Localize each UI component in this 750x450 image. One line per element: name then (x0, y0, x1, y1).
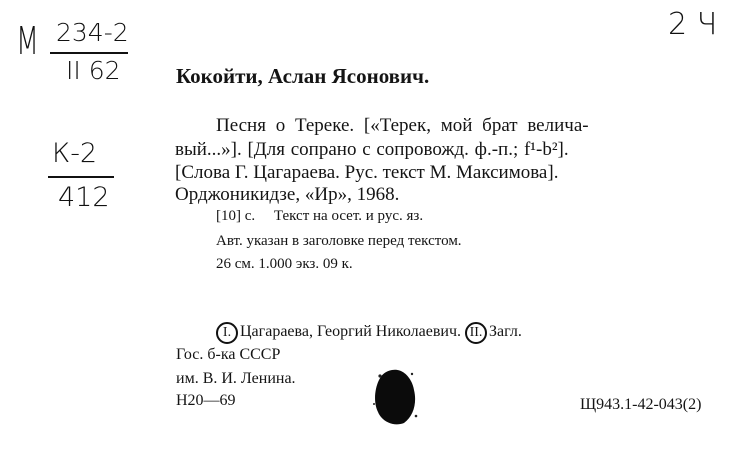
ink-blot (370, 366, 420, 428)
description-line-1: Песня о Тереке. [«Терек, мой брат велича- (216, 115, 589, 136)
library-line-2: им. В. И. Ленина. (176, 370, 296, 387)
tracing-2-text: Загл. (489, 323, 522, 340)
hand-prefix: М (16, 19, 39, 63)
hand-fraction-line-2 (48, 176, 114, 178)
tracing-2-number: II. (465, 322, 487, 344)
hand-card-number: 2 Ч (668, 7, 718, 42)
hand-k-number: К-2 (52, 138, 98, 169)
tracings-line (216, 322, 522, 344)
description-line-3: [Слова Г. Цагараева. Рус. текст М. Максимова]. (175, 162, 559, 183)
hand-shelf-number: 234-2 (56, 18, 129, 47)
tracing-1-number: I. (216, 322, 238, 344)
description-line-2: вый...»]. [Для сопрано с сопровожд. ф.-п.; f¹-b²]. (175, 139, 569, 160)
code-right: Щ943.1-42-043(2) (580, 396, 702, 413)
author-heading: Кокойти, Аслан Ясонович. (176, 64, 430, 88)
physical-line-3: 26 см. 1.000 экз. 09 к. (216, 256, 353, 272)
hand-k-denominator: 412 (58, 182, 110, 213)
physical-line-1: [10] с. Текст на осет. и рус. яз. (216, 208, 424, 224)
hand-fraction-line-1 (50, 52, 128, 54)
description-line-4: Орджоникидзе, «Ир», 1968. (175, 184, 400, 205)
physical-line-2: Авт. указан в заголовке перед текстом. (216, 233, 462, 249)
tracing-1-text: Цагараева, Георгий Николаевич. (240, 323, 462, 340)
hand-shelf-denominator: II 62 (66, 56, 121, 85)
code-left: Н20—69 (176, 392, 236, 409)
library-line-1: Гос. б-ка СССР (176, 346, 281, 363)
